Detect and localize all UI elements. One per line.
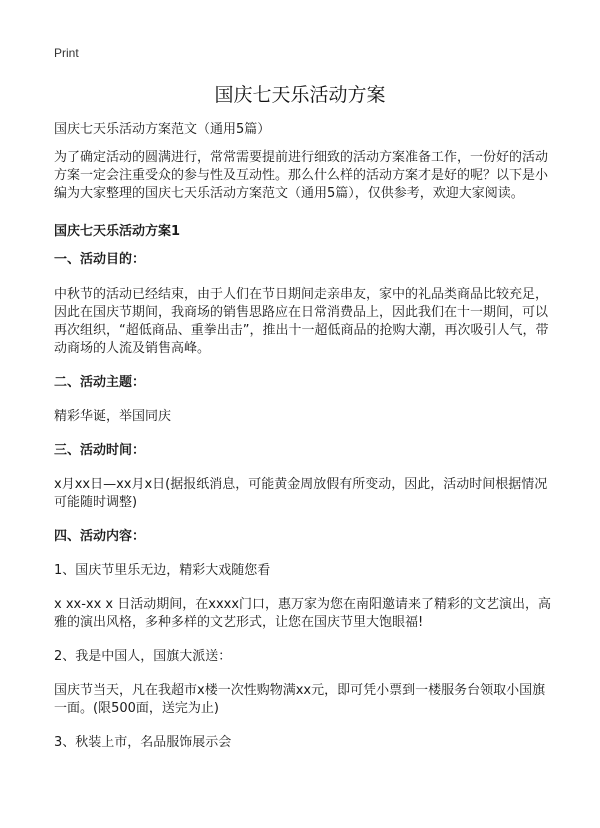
article-subtitle: 国庆七天乐活动方案范文（通用5篇） (54, 122, 271, 137)
theme-paragraph: 精彩华诞，举国同庆 (54, 409, 172, 424)
print-link[interactable]: Print (54, 46, 79, 60)
time-paragraph: x月xx日—xx月x日(据报纸消息，可能黄金周放假有所变动，因此，活动时间根据情况可能随时调整) (54, 477, 548, 510)
heading-purpose: 一、活动目的： (54, 252, 146, 267)
list-item-2: 2、我是中国人，国旗大派送： (54, 649, 232, 664)
list-item-3: 3、秋装上市，名品服饰展示会 (54, 735, 232, 750)
list-item-1-text: x xx-xx x 日活动期间，在xxxx门口，惠万家为您在南阳邀请来了精彩的文艺演出，高雅的演出风格，多种多样的文艺形式，让您在国庆节里大饱眼福! (54, 597, 552, 630)
heading-theme: 二、活动主题： (54, 375, 146, 390)
heading-content: 四、活动内容： (54, 529, 146, 544)
intro-paragraph: 为了确定活动的圆满进行，常常需要提前进行细致的活动方案准备工作，一份好的活动方案一定会注重受众的参与性及互动性。那么什么样的活动方案才是好的呢？以下是小编为大家整理的国庆七天乐活动方案范文（通用5篇），仅供参考，欢迎大家阅读。 (54, 150, 549, 201)
heading-time: 三、活动时间： (54, 443, 146, 458)
article-body (54, 121, 554, 752)
section-title: 国庆七天乐活动方案1 (54, 224, 181, 239)
purpose-paragraph: 中秋节的活动已经结束，由于人们在节日期间走亲串友，家中的礼品类商品比较充足，因此在国庆节期间，我商场的销售思路应在日常消费品上，因此我们在十一期间，可以再次组织，“超低商品、重拳出击”，推出十一超低商品的抢购大潮，再次吸引人气，带动商场的人流及销售高峰。 (54, 287, 549, 356)
list-item-1: 1、国庆节里乐无边，精彩大戏随您看 (54, 563, 271, 578)
list-item-2-text: 国庆节当天，凡在我超市x楼一次性购物满xx元，即可凭小票到一楼服务台领取小国旗一面。(限500面，送完为止) (54, 683, 546, 716)
page-title: 国庆七天乐活动方案 (214, 84, 386, 106)
